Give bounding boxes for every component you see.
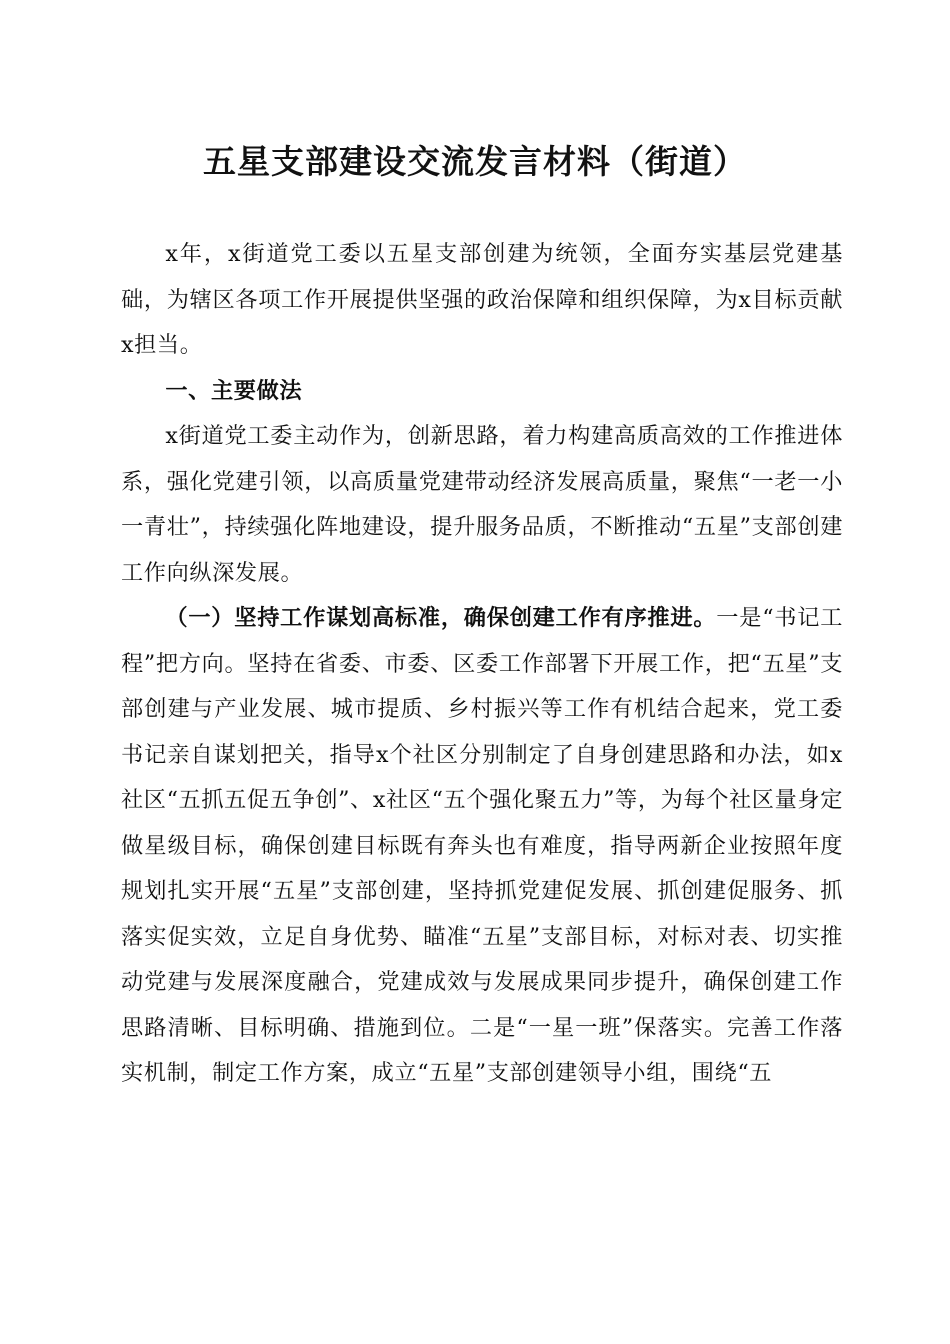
section-heading-main-practices: 一、主要做法: [165, 377, 303, 404]
document-body: [121, 232, 843, 1097]
subsection-lead-heading: （一）坚持工作谋划高标准，确保创建工作有序推进。: [165, 605, 717, 631]
document-title: 五星支部建设交流发言材料（街道）: [203, 142, 747, 181]
section-paragraph: x街道党工委主动作为，创新思路，着力构建高质高效的工作推进体系，强化党建引领，以高质量党建带动经济发展高质量，聚焦“一老一小一青壮”，持续强化阵地建设，提升服务品质，不断推动“五星”支部创建工作向纵深发展。: [121, 423, 843, 586]
subsection-paragraph: [121, 596, 843, 1097]
subsection-body-text: 一是“书记工程”把方向。坚持在省委、市委、区委工作部署下开展工作，把“五星”支部创建与产业发展、城市提质、乡村振兴等工作有机结合起来，党工委书记亲自谋划把关，指导x个社区分别制定了自身创建思路和办法，如x社区“五抓五促五争创”、x社区“五个强化聚五力”等，为每个社区量身定做星级目标，确保创建目标既有奔头也有难度，指导两新企业按照年度规划扎实开展“五星”支部创建，坚持抓党建促发展、抓创建促服务、抓落实促实效，立足自身优势、瞄准“五星”支部目标，对标对表、切实推动党建与发展深度融合，党建成效与发展成果同步提升，确保创建工作思路清晰、目标明确、措施到位。二是“一星一班”保落实。完善工作落实机制，制定工作方案，成立“五星”支部创建领导小组，围绕“五: [121, 605, 843, 1086]
intro-paragraph: x年，x街道党工委以五星支部创建为统领，全面夯实基层党建基础，为辖区各项工作开展提供坚强的政治保障和组织保障，为x目标贡献x担当。: [121, 241, 843, 358]
